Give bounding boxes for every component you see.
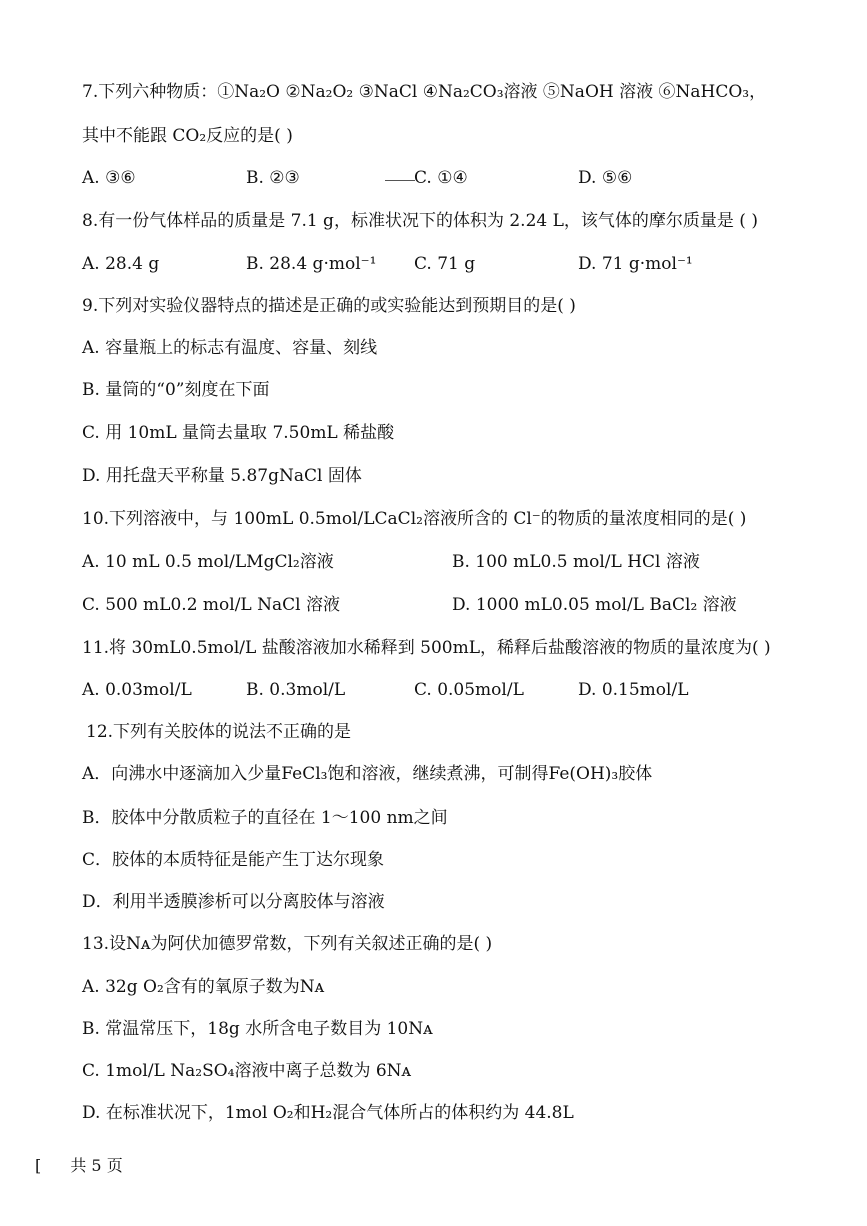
question-9-option-b: B. 量筒的“0”刻度在下面 <box>82 380 270 400</box>
question-13-option-b: B. 常温常压下，18g 水所含电子数目为 10Nᴀ <box>82 1019 433 1039</box>
question-10-option-a: A. 10 mL 0.5 mol/LMgCl₂溶液 <box>82 552 334 572</box>
question-8-option-a: A. 28.4 g <box>82 254 160 274</box>
question-12-option-d: D．利用半透膜渗析可以分离胶体与溶液 <box>82 892 385 912</box>
question-7-stem: 7.下列六种物质：①Na₂O ②Na₂O₂ ③NaCl ④Na₂CO₃溶液 ⑤NaOH 溶液 ⑥NaHCO₃， <box>82 82 767 102</box>
page-count: 共 5 页 <box>70 1156 123 1175</box>
question-12-option-c: C．胶体的本质特征是能产生丁达尔现象 <box>82 850 385 870</box>
question-13-stem: 13.设Nᴀ为阿伏加德罗常数，下列有关叙述正确的是( ) <box>82 934 493 954</box>
question-8-option-b: B. 28.4 g·mol⁻¹ <box>246 254 377 274</box>
question-13-option-c: C. 1mol/L Na₂SO₄溶液中离子总数为 6Nᴀ <box>82 1061 412 1081</box>
question-12-stem: 12.下列有关胶体的说法不正确的是 <box>86 722 352 742</box>
question-12-option-b: B．胶体中分散质粒子的直径在 1～100 nm之间 <box>82 808 448 828</box>
scan-artifact-line <box>385 180 415 181</box>
question-11-option-d: D. 0.15mol/L <box>578 680 689 700</box>
question-7-option-a: A. ③⑥ <box>82 168 136 188</box>
question-11-option-c: C. 0.05mol/L <box>414 680 524 700</box>
question-8-stem: 8.有一份气体样品的质量是 7.1 g，标准状况下的体积为 2.24 L，该气体的摩尔质量是 ( ) <box>82 211 758 231</box>
page-footer <box>35 1153 123 1176</box>
question-11-stem: 11.将 30mL0.5mol/L 盐酸溶液加水稀释到 500mL，稀释后盐酸溶液的物质的量浓度为( ) <box>82 638 771 658</box>
question-10-option-d: D. 1000 mL0.05 mol/L BaCl₂ 溶液 <box>452 595 737 615</box>
question-13-option-d: D. 在标准状况下，1mol O₂和H₂混合气体所占的体积约为 44.8L <box>82 1103 574 1123</box>
question-11-option-a: A. 0.03mol/L <box>82 680 192 700</box>
question-13-option-a: A. 32g O₂含有的氧原子数为Nᴀ <box>82 977 325 997</box>
question-7-stem-cont: 其中不能跟 CO₂反应的是( ) <box>82 126 293 146</box>
question-9-option-a: A. 容量瓶上的标志有温度、容量、刻线 <box>82 338 378 358</box>
question-8-option-c: C. 71 g <box>414 254 476 274</box>
question-11-option-b: B. 0.3mol/L <box>246 680 346 700</box>
question-12-option-a: A．向沸水中逐滴加入少量FeCl₃饱和溶液，继续煮沸，可制得Fe(OH)₃胶体 <box>82 764 653 784</box>
question-9-option-c: C. 用 10mL 量筒去量取 7.50mL 稀盐酸 <box>82 423 395 443</box>
question-10-stem: 10.下列溶液中，与 100mL 0.5mol/LCaCl₂溶液所含的 Cl⁻的物质的量浓度相同的是( ) <box>82 509 747 529</box>
question-7-option-c: C. ①④ <box>414 168 468 188</box>
question-9-stem: 9.下列对实验仪器特点的描述是正确的或实验能达到预期目的是( ) <box>82 296 576 316</box>
question-8-option-d: D. 71 g·mol⁻¹ <box>578 254 693 274</box>
question-9-option-d: D. 用托盘天平称量 5.87gNaCl 固体 <box>82 466 362 486</box>
footer-bracket: [ <box>35 1156 42 1175</box>
question-10-option-c: C. 500 mL0.2 mol/L NaCl 溶液 <box>82 595 340 615</box>
question-7-option-d: D. ⑤⑥ <box>578 168 633 188</box>
question-10-option-b: B. 100 mL0.5 mol/L HCl 溶液 <box>452 552 700 572</box>
question-7-option-b: B. ②③ <box>246 168 300 188</box>
